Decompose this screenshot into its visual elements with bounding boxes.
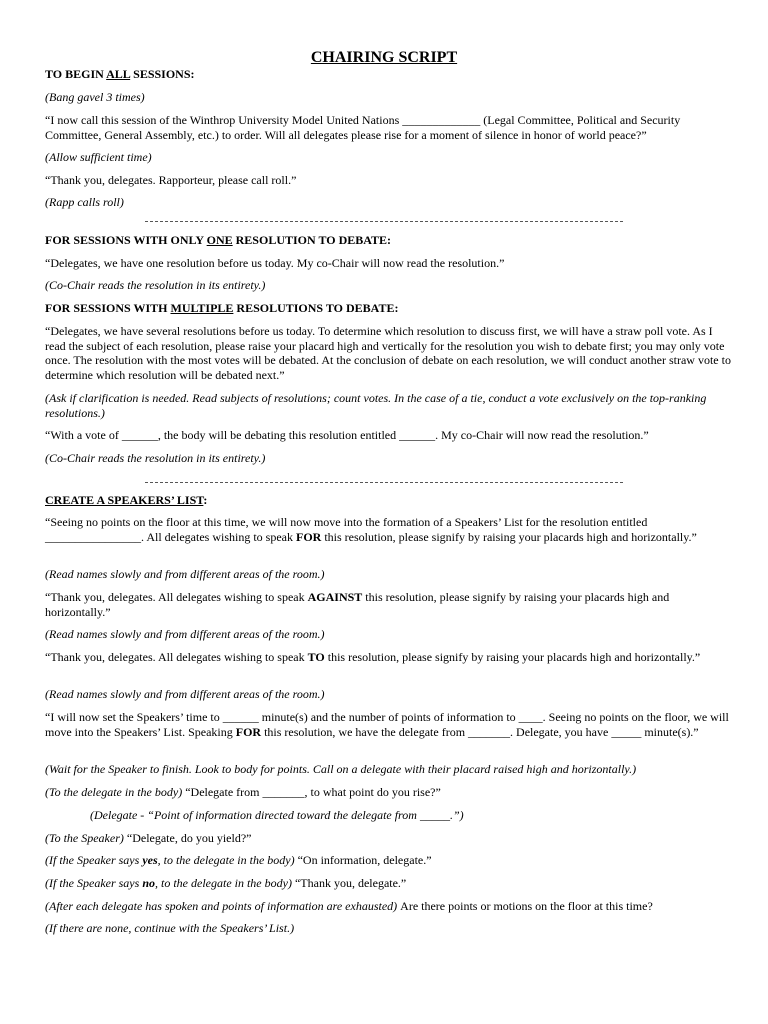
script-line: (If the Speaker says yes, to the delegate in the body) “On information, delegate.” [45,853,432,867]
stage-direction: (Allow sufficient time) [45,150,152,164]
section-heading-speakers: CREATE A SPEAKERS’ LIST: [45,493,208,507]
script-line: (If the Speaker says no, to the delegate in the body) “Thank you, delegate.” [45,876,407,890]
script-line: “Delegates, we have several resolutions before us today. To determine which resolution to discuss first, we will have a straw poll vote. As I read the subject of each resolution, please raise your placard high and vertically for the resolution you wish to debate first; you may only vote once. The resolution with the most votes will be debated. At the conclusion of debate on each resolution, we will conduct another straw vote to determine which resolution will be debated next.” [45,324,731,382]
stage-direction: (Ask if clarification is needed. Read subjects of resolutions; count votes. In the case of a tie, conduct a vote exclusively on the top-ranking resolutions.) [45,391,707,420]
page-title: CHAIRING SCRIPT [310,49,458,66]
stage-direction: (Read names slowly and from different areas of the room.) [45,627,325,641]
stage-direction: (Read names slowly and from different areas of the room.) [45,567,325,581]
script-line: “Seeing no points on the floor at this time, we will now move into the formation of a Speakers’ List for the resolution entitled ________________. All delegates wishing to speak FOR this resolution, please signify by raising your placards high and horizontally.” [45,515,697,544]
section-heading-one: FOR SESSIONS WITH ONLY ONE RESOLUTION TO DEBATE: [45,233,392,247]
script-line: “With a vote of ______, the body will be debating this resolution entitled ______. My co-Chair will now read the resolution.” [45,428,649,442]
script-line: “Thank you, delegates. Rapporteur, please call roll.” [45,173,297,187]
script-line: “Delegates, we have one resolution before us today. My co-Chair will now read the resolution.” [45,256,505,270]
stage-direction: (Co-Chair reads the resolution in its entirety.) [45,278,266,292]
section-heading-begin: TO BEGIN ALL SESSIONS: [45,67,195,81]
script-line: “Thank you, delegates. All delegates wishing to speak TO this resolution, please signify by raising your placards high and horizontally.” [45,650,701,664]
script-line: (To the delegate in the body) “Delegate from _______, to what point do you rise?” [45,785,441,799]
script-line: (To the Speaker) “Delegate, do you yield?” [45,831,252,845]
script-line: “I will now set the Speakers’ time to ______ minute(s) and the number of points of information to ____. Seeing no points on the floor, we will move into the Speakers’ List. Speaking FOR this resolution, we have the delegate from _______. Delegate, you have _____ minute(s).” [45,710,729,739]
stage-direction: (If there are none, continue with the Speakers’ List.) [45,921,295,935]
divider-line [145,221,623,222]
script-line: “I now call this session of the Winthrop University Model United Nations _____________ (Legal Committee, Political and Security Committee, General Assembly, etc.) to order. Will all delegates please rise for a moment of silence in honor of world peace?” [45,113,681,142]
stage-direction: (Co-Chair reads the resolution in its entirety.) [45,451,266,465]
stage-direction: (Bang gavel 3 times) [45,90,145,104]
divider-line [145,482,623,483]
script-line: “Thank you, delegates. All delegates wishing to speak AGAINST this resolution, please signify by raising your placards high and horizontally.” [45,590,670,619]
script-line: (After each delegate has spoken and points of information are exhausted) Are there points or motions on the floor at this time? [45,899,653,913]
stage-direction: (Delegate - “Point of information directed toward the delegate from _____.”) [90,808,464,822]
stage-direction: (Rapp calls roll) [45,195,124,209]
section-heading-multiple: FOR SESSIONS WITH MULTIPLE RESOLUTIONS TO DEBATE: [45,301,399,315]
stage-direction: (Wait for the Speaker to finish. Look to body for points. Call on a delegate with their placard raised high and horizontally.) [45,762,637,776]
stage-direction: (Read names slowly and from different areas of the room.) [45,687,325,701]
